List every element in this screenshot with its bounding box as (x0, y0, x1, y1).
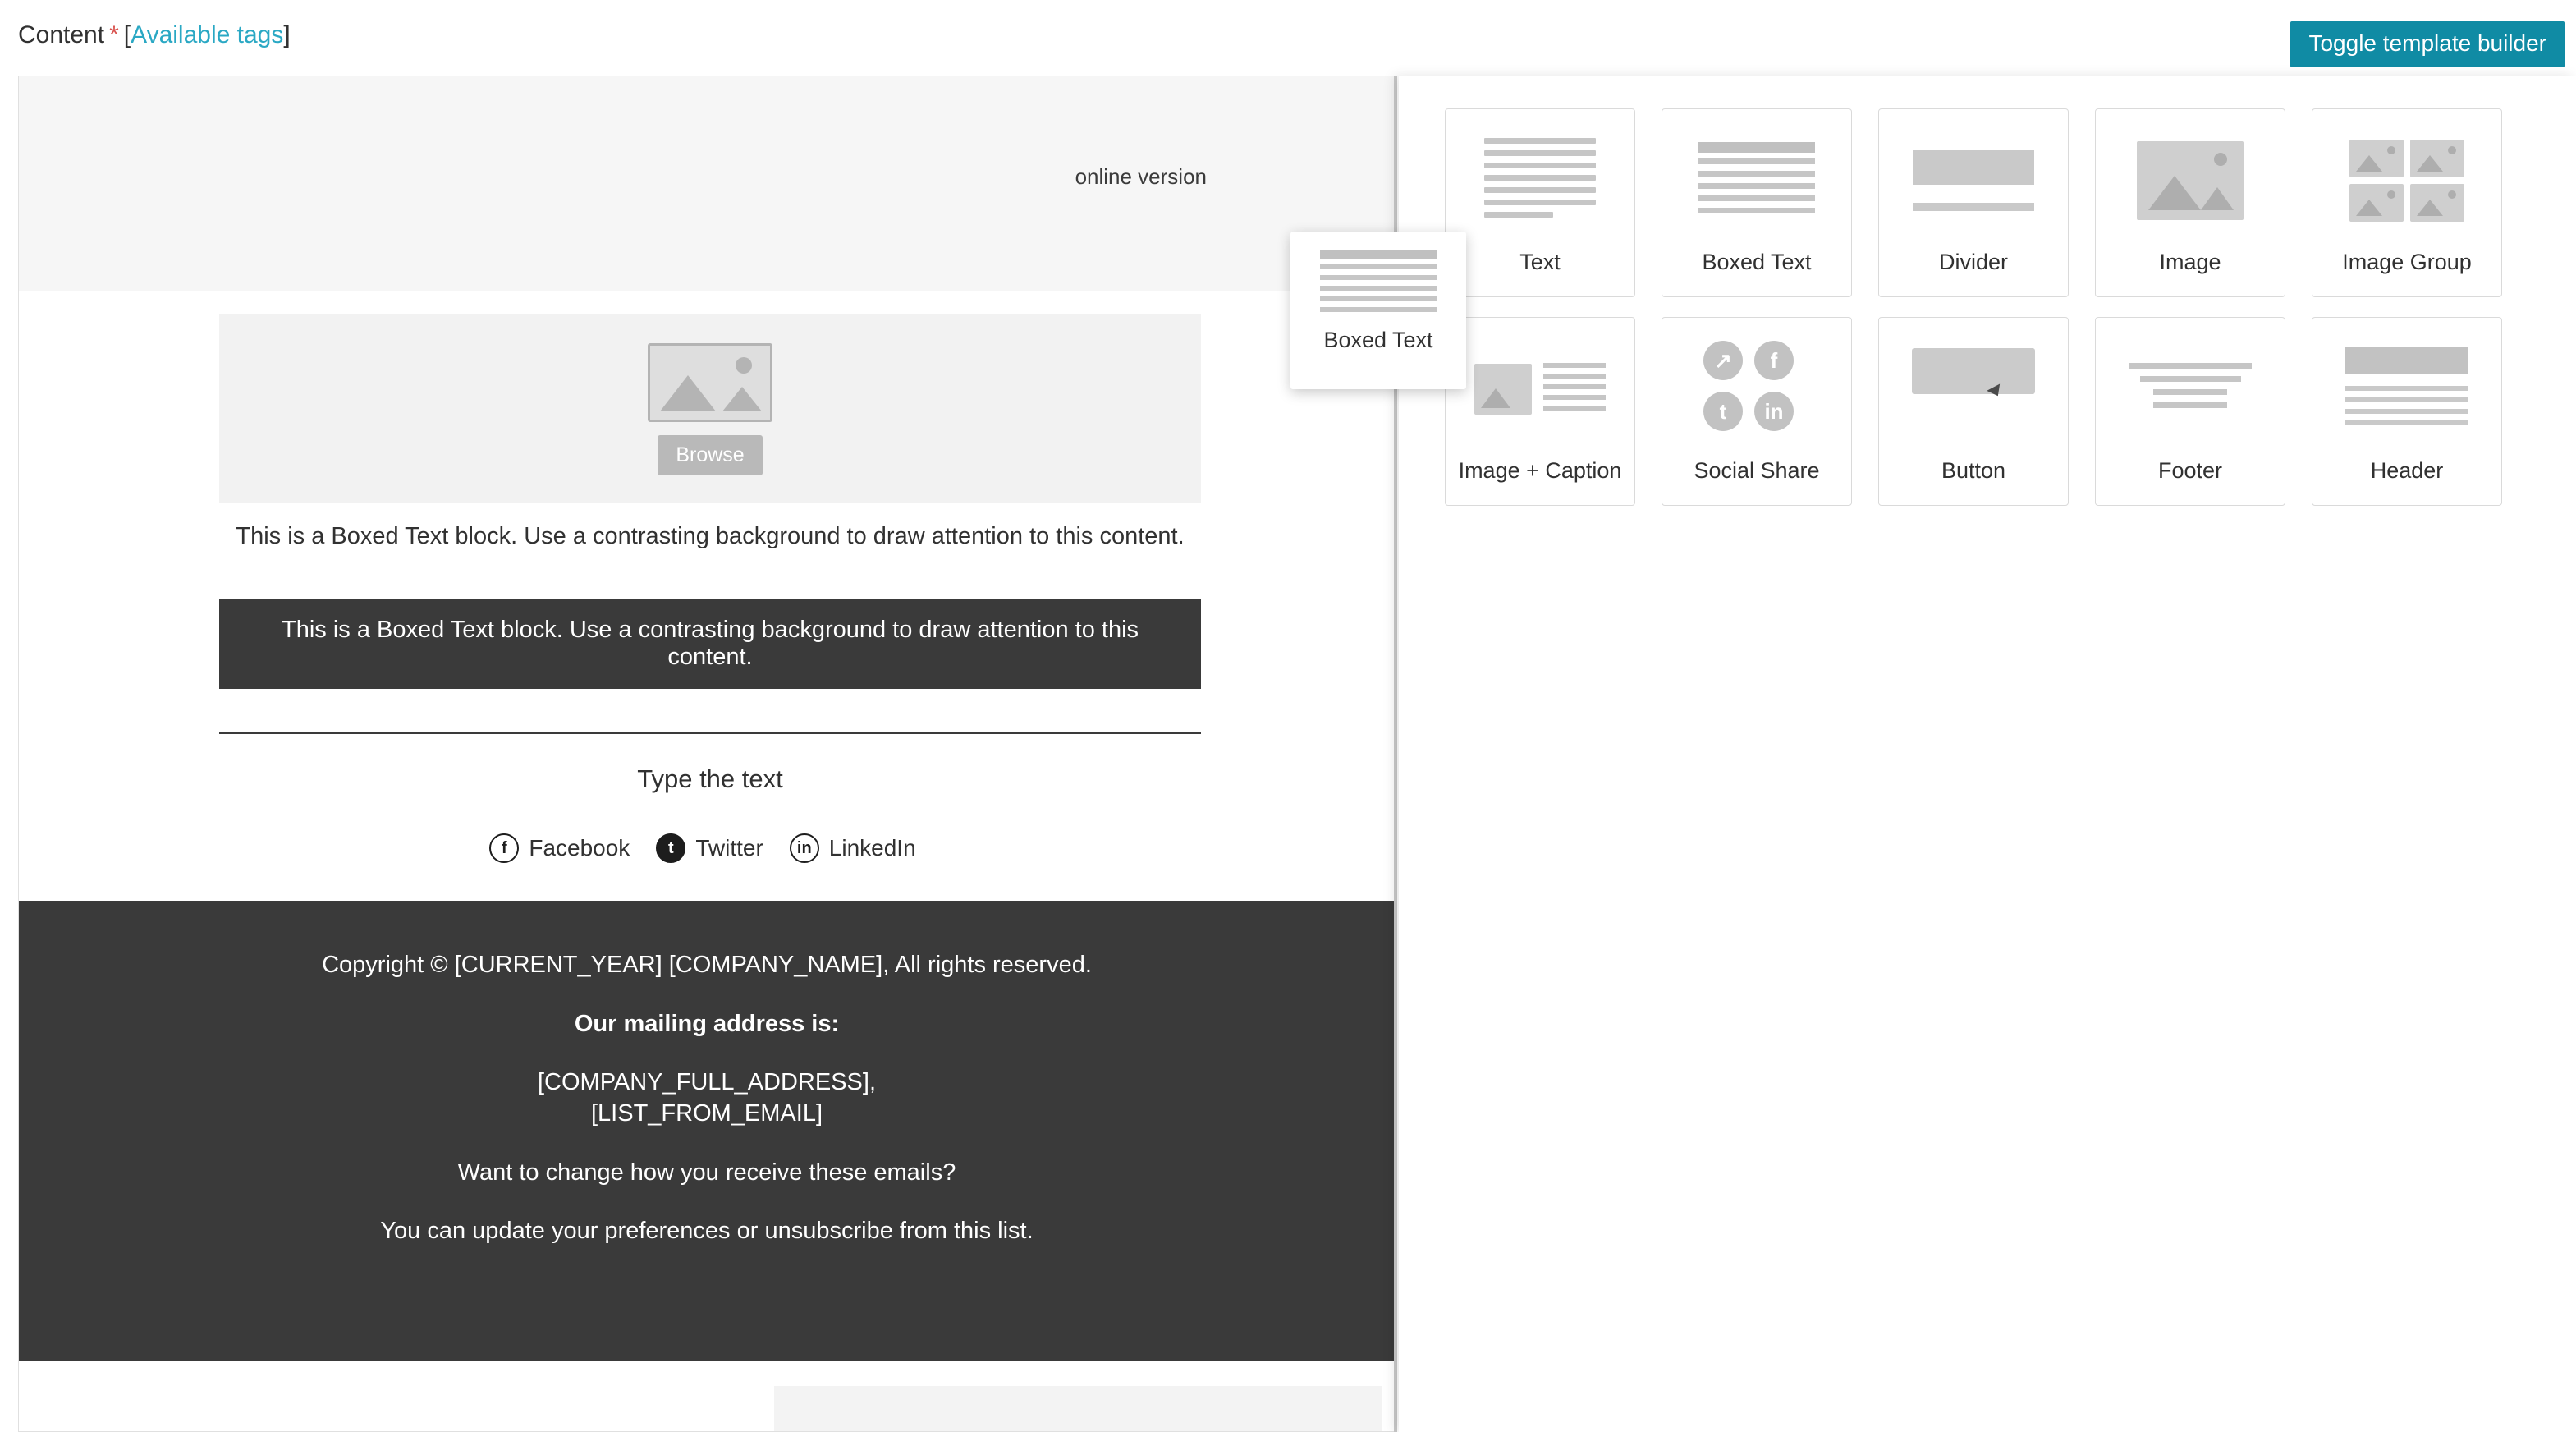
block-grid (1445, 108, 2530, 506)
block-label-text: Text (1519, 250, 1561, 274)
linkedin-icon: in (1754, 392, 1794, 431)
block-label-divider: Divider (1938, 250, 2009, 274)
header-icon (2338, 341, 2476, 438)
block-label-boxed-text: Boxed Text (1702, 250, 1812, 274)
canvas-bottom-strip (19, 1361, 1394, 1432)
boxed-text-block[interactable]: This is a Boxed Text block. Use a contrasting background to draw attention to this content. (219, 599, 1201, 689)
footer-address-line1: [COMPANY_FULL_ADDRESS], (537, 1069, 877, 1096)
image-icon (2121, 132, 2259, 229)
block-label-social-share: Social Share (1694, 458, 1820, 483)
block-card-boxed-text[interactable] (1662, 108, 1852, 297)
workspace (0, 76, 2576, 1432)
facebook-icon: f (489, 833, 519, 863)
block-card-text[interactable] (1445, 108, 1635, 297)
bracket-close: ] (283, 21, 291, 48)
template-builder-panel (1399, 76, 2576, 1432)
social-label-twitter: Twitter (695, 835, 763, 861)
online-version-text[interactable]: online version (1075, 164, 1207, 189)
button-icon (1904, 341, 2042, 438)
block-card-divider[interactable] (1878, 108, 2069, 297)
footer-icon (2121, 341, 2259, 438)
footer-unsubscribe-text: You can update your preferences or unsubscribe from this list. (380, 1218, 1034, 1245)
linkedin-icon: in (790, 833, 819, 863)
social-share-block[interactable] (219, 833, 1201, 863)
image-caption-icon (1471, 341, 1609, 438)
boxed-lines-icon (1320, 250, 1437, 318)
text-block[interactable]: This is a Boxed Text block. Use a contrasting background to draw attention to this content. (236, 523, 1185, 549)
footer-mailing-heading: Our mailing address is: (574, 1010, 840, 1037)
twitter-icon: t (1703, 392, 1743, 431)
footer-address (19, 1067, 1394, 1129)
canvas-body (19, 291, 1394, 901)
drag-ghost-boxed-text[interactable] (1290, 232, 1466, 389)
block-card-social-share[interactable] (1662, 317, 1852, 506)
divider-icon (1904, 132, 2042, 229)
required-marker: * (109, 21, 119, 48)
block-card-button[interactable] (1878, 317, 2069, 506)
email-canvas[interactable] (18, 76, 1394, 1432)
canvas-bottom-placeholder (774, 1386, 1382, 1432)
block-card-header[interactable] (2312, 317, 2502, 506)
top-bar (0, 0, 2576, 79)
divider-block[interactable] (219, 732, 1201, 734)
block-label-footer: Footer (2157, 458, 2223, 483)
footer-address-line2: [LIST_FROM_EMAIL] (590, 1100, 823, 1127)
content-label-text: Content (18, 21, 105, 48)
footer-preferences-question: Want to change how you receive these emails? (457, 1159, 956, 1186)
image-placeholder-icon (648, 343, 772, 422)
social-item-linkedin[interactable] (790, 833, 916, 863)
boxed-lines-icon (1688, 132, 1826, 229)
image-block[interactable] (219, 314, 1201, 503)
image-group-icon (2338, 132, 2476, 229)
page-title (18, 21, 291, 49)
drag-ghost-label: Boxed Text (1323, 328, 1433, 352)
social-label-linkedin: LinkedIn (828, 835, 916, 861)
browse-button[interactable]: Browse (658, 435, 762, 475)
block-card-image[interactable] (2095, 108, 2285, 297)
footer-copyright: Copyright © [CURRENT_YEAR] [COMPANY_NAME], All rights reserved. (322, 952, 1092, 978)
social-item-twitter[interactable] (656, 833, 763, 863)
share-icon: ↗ (1703, 341, 1743, 380)
type-text-block[interactable]: Type the text (637, 764, 783, 793)
twitter-icon: t (656, 833, 685, 863)
footer-block[interactable] (19, 901, 1394, 1361)
block-label-image-caption: Image + Caption (1458, 458, 1622, 483)
toggle-template-builder-button[interactable]: Toggle template builder (2290, 21, 2565, 67)
social-share-icon (1688, 341, 1826, 438)
block-label-button: Button (1941, 458, 2006, 483)
lines-icon (1471, 132, 1609, 229)
block-card-image-group[interactable] (2312, 108, 2502, 297)
block-card-image-caption[interactable] (1445, 317, 1635, 506)
social-item-facebook[interactable] (489, 833, 630, 863)
block-label-image: Image (2159, 250, 2221, 274)
bracket-open: [ (123, 21, 131, 48)
block-label-image-group: Image Group (2342, 250, 2472, 274)
available-tags-link[interactable]: Available tags (131, 21, 284, 48)
block-card-footer[interactable] (2095, 317, 2285, 506)
block-label-header: Header (2370, 458, 2444, 483)
facebook-icon: f (1754, 341, 1794, 380)
social-label-facebook: Facebook (529, 835, 630, 861)
preheader-block[interactable] (19, 76, 1394, 291)
